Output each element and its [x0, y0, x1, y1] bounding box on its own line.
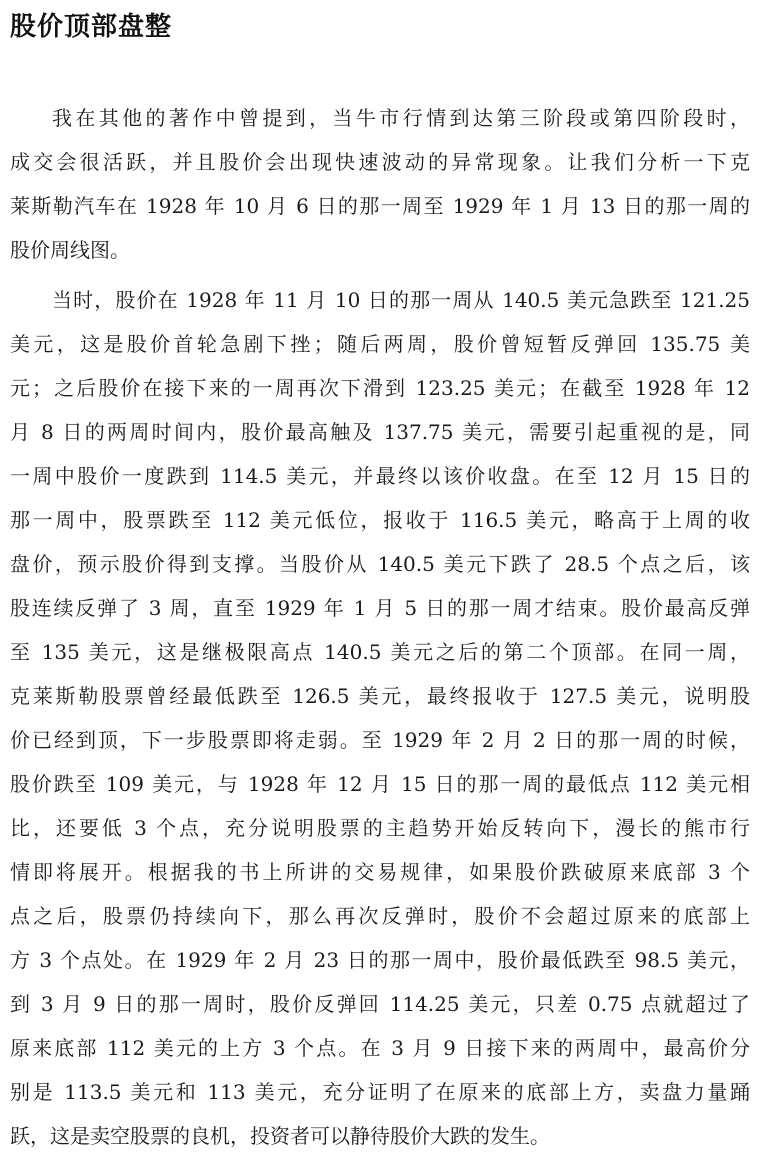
text-line: 股价周线图。	[10, 238, 130, 262]
text-line: 元；之后股价在接下来的一周再次下滑到 123.25 美元；在截至 1928 年 12	[10, 376, 750, 400]
text-line: 比，还要低 3 个点，充分说明股票的主趋势开始反转向下，漫长的熊市行	[10, 816, 750, 840]
text-line: 盘价，预示股价得到支撑。当股价从 140.5 美元下跌了 28.5 个点之后，该	[10, 552, 750, 576]
text-line: 我在其他的著作中曾提到，当牛市行情到达第三阶段或第四阶段时，	[52, 106, 750, 130]
text-line: 当时，股价在 1928 年 11 月 10 日的那一周从 140.5 美元急跌至 121.25	[52, 288, 750, 312]
text-line: 股连续反弹了 3 周，直至 1929 年 1 月 5 日的那一周才结束。股价最高反弹	[10, 596, 750, 620]
text-line: 价已经到顶，下一步股票即将走弱。至 1929 年 2 月 2 日的那一周的时候，	[10, 728, 750, 752]
text-line: 别是 113.5 美元和 113 美元，充分证明了在原来的底部上方，卖盘力量踊	[10, 1080, 750, 1104]
text-line: 克莱斯勒股票曾经最低跌至 126.5 美元，最终报收于 127.5 美元，说明股	[10, 684, 750, 708]
text-line: 原来底部 112 美元的上方 3 个点。在 3 月 9 日接下来的两周中，最高价分	[10, 1036, 750, 1060]
text-line: 至 135 美元，这是继极限高点 140.5 美元之后的第二个顶部。在同一周，	[10, 640, 750, 664]
page-title: 股价顶部盘整	[10, 12, 173, 42]
text-line: 方 3 个点处。在 1929 年 2 月 23 日的那一周中，股价最低跌至 98.5 美元，	[10, 948, 750, 972]
paragraph-1	[10, 96, 750, 272]
text-line: 那一周中，股票跌至 112 美元低位，报收于 116.5 美元，略高于上周的收	[10, 508, 750, 532]
text-line: 到 3 月 9 日的那一周时，股价反弹回 114.25 美元，只差 0.75 点就超过了	[10, 992, 750, 1016]
text-line: 一周中股价一度跌到 114.5 美元，并最终以该价收盘。在至 12 月 15 日的	[10, 464, 750, 488]
text-line: 跃，这是卖空股票的良机，投资者可以静待股价大跌的发生。	[10, 1124, 550, 1148]
text-line: 美元，这是股价首轮急剧下挫；随后两周，股价曾短暂反弹回 135.75 美	[10, 332, 750, 356]
paragraph-2	[10, 278, 750, 1158]
text-line: 情即将展开。根据我的书上所讲的交易规律，如果股价跌破原来底部 3 个	[10, 860, 750, 884]
text-line: 股价跌至 109 美元，与 1928 年 12 月 15 日的那一周的最低点 112 美元相	[10, 772, 750, 796]
text-line: 月 8 日的两周时间内，股价最高触及 137.75 美元，需要引起重视的是，同	[10, 420, 750, 444]
body-text	[10, 96, 750, 1158]
text-line: 成交会很活跃，并且股价会出现快速波动的异常现象。让我们分析一下克	[10, 150, 750, 174]
text-line: 点之后，股票仍持续向下，那么再次反弹时，股价不会超过原来的底部上	[10, 904, 750, 928]
text-line: 莱斯勒汽车在 1928 年 10 月 6 日的那一周至 1929 年 1 月 13 日的那一周的	[10, 194, 750, 218]
